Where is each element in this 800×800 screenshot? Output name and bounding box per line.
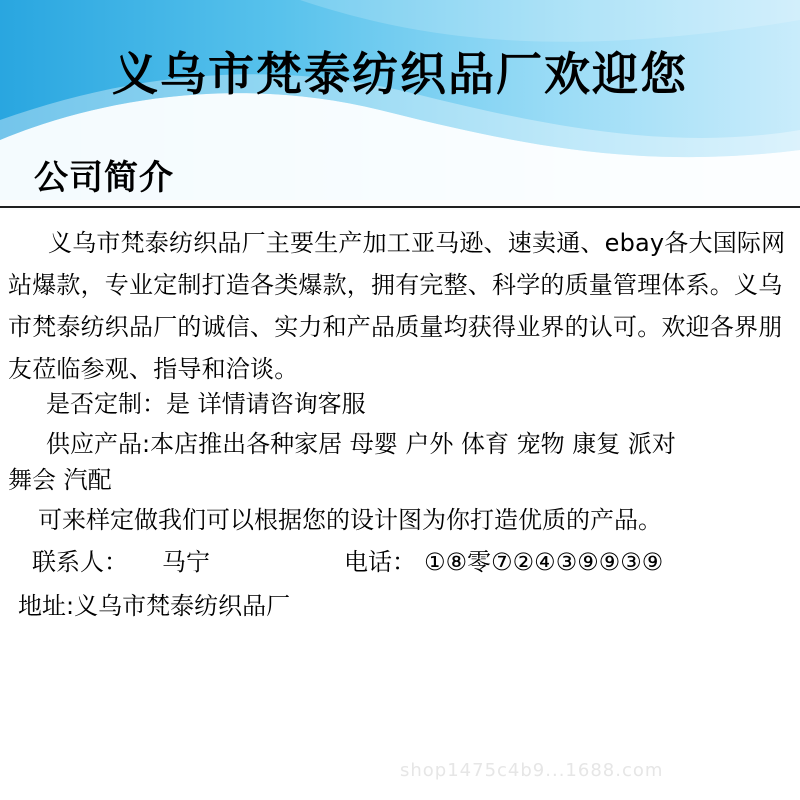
header-banner [0,0,800,200]
contact-name: 马宁 [162,548,210,576]
intro-paragraph: 义乌市梵泰纺织品厂主要生产加工亚马逊、速卖通、ebay各大国际网站爆款，专业定制打造各类爆款，拥有完整、科学的质量管理体系。义乌市梵泰纺织品厂的诚信、实力和产品质量均获得业界的认可。欢迎各界朋友莅临参观、指导和洽谈。 [8,229,786,383]
customize-info: 是否定制：是 详情请咨询客服 [46,390,366,418]
page-title: 义乌市梵泰纺织品厂欢迎您 [112,47,688,101]
phone-value: ①⑧零⑦②④③⑨⑨③⑨ [424,548,664,576]
watermark: shop1475c4b9...1688.com [400,760,664,781]
divider [0,206,800,208]
phone-label: 电话： [344,548,416,576]
contact-label: 联系人： [32,548,128,576]
address: 地址:义乌市梵泰纺织品厂 [18,592,291,620]
products-line-2: 舞会 汽配 [8,466,112,494]
products-line-1: 供应产品:本店推出各种家居 母婴 户外 体育 宠物 康复 派对 [46,430,676,458]
section-title: 公司简介 [34,158,174,198]
sample-info: 可来样定做我们可以根据您的设计图为你打造优质的产品。 [38,506,662,534]
